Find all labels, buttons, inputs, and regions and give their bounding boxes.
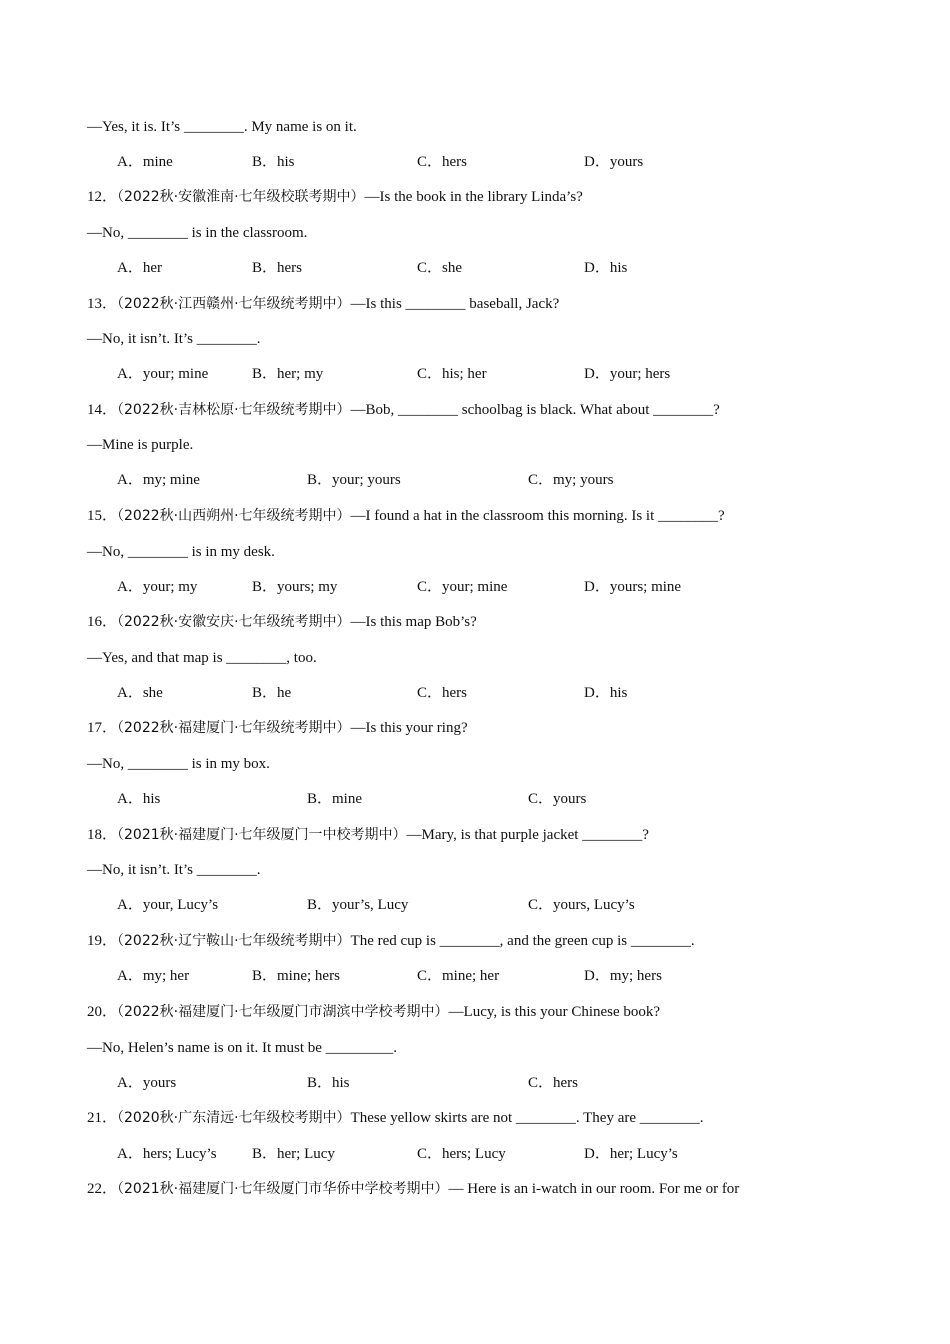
question-source: （2020秋·广东清远·七年级校考期中）: [117, 1110, 351, 1126]
question-text: — Here is an i-watch in our room. For me or for: [448, 1181, 740, 1197]
option-a: A．my; her: [117, 968, 190, 984]
question-text: These yellow skirts are not ________. They are ________.: [350, 1110, 704, 1126]
question-text: —Lucy, is this your Chinese book?: [448, 1004, 661, 1020]
option-d: D．her; Lucy’s: [584, 1146, 678, 1162]
option-c: C．yours, Lucy’s: [528, 897, 635, 913]
options-row: [117, 258, 877, 278]
question-text: —Is this map Bob’s?: [350, 614, 477, 630]
question-number: 14．: [87, 402, 118, 418]
question-stem: [87, 718, 468, 738]
question-text: —Is the book in the library Linda’s?: [364, 189, 583, 205]
option-c: C．hers: [417, 685, 467, 701]
question-source: （2021秋·福建厦门·七年级厦门市华侨中学校考期中）: [117, 1181, 449, 1197]
options-row: [117, 1073, 877, 1093]
answer-line: —No, it isn’t. It’s ________.: [87, 862, 261, 878]
option-c: C．she: [417, 260, 463, 276]
question-text: —Is this ________ baseball, Jack?: [350, 296, 560, 312]
question-number: 18．: [87, 827, 118, 843]
question-text: The red cup is ________, and the green cup is ________.: [350, 933, 695, 949]
question-stem: [87, 1108, 704, 1128]
option-d: D．my; hers: [584, 968, 662, 984]
question-number: 21．: [87, 1110, 118, 1126]
option-a: A．his: [117, 791, 161, 807]
question-stem: [87, 400, 720, 420]
options-row: [117, 966, 877, 986]
answer-line: —No, ________ is in my box.: [87, 756, 270, 772]
question-source: （2022秋·福建厦门·七年级厦门市湖滨中学校考期中）: [117, 1004, 449, 1020]
option-b: B．mine; hers: [252, 968, 340, 984]
question-text: —Bob, ________ schoolbag is black. What about ________?: [350, 402, 720, 418]
question-stem: [87, 612, 477, 632]
question-stem: [87, 1179, 739, 1199]
option-a: A．yours: [117, 1075, 177, 1091]
question-stem: [87, 506, 725, 526]
option-a: A．your; mine: [117, 366, 209, 382]
option-c: C．hers; Lucy: [417, 1146, 506, 1162]
option-b: B．his: [307, 1075, 350, 1091]
question-number: 19．: [87, 933, 118, 949]
option-c: C．hers: [528, 1075, 578, 1091]
question-text: —Mary, is that purple jacket ________?: [406, 827, 649, 843]
option-a: A．your, Lucy’s: [117, 897, 219, 913]
question-source: （2022秋·吉林松原·七年级统考期中）: [117, 402, 351, 418]
question-source: （2022秋·福建厦门·七年级统考期中）: [117, 720, 351, 736]
options-row: [117, 1144, 877, 1164]
option-c: C．his; her: [417, 366, 487, 382]
options-row: [117, 789, 877, 809]
option-a: A．her: [117, 260, 162, 276]
option-c: C．my; yours: [528, 472, 614, 488]
question-source: （2022秋·安徽淮南·七年级校联考期中）: [117, 189, 365, 205]
question-stem: [87, 294, 559, 314]
options-row: [117, 470, 877, 490]
question-number: 16．: [87, 614, 118, 630]
option-b: B．mine: [307, 791, 362, 807]
answer-line: —No, it isn’t. It’s ________.: [87, 331, 261, 347]
option-b: B．he: [252, 685, 292, 701]
option-a: A．my; mine: [117, 472, 200, 488]
question-number: 13．: [87, 296, 118, 312]
option-b: B．his: [252, 154, 295, 170]
option-d: D．his: [584, 260, 628, 276]
answer-line: —No, ________ is in the classroom.: [87, 225, 308, 241]
option-b: B．her; Lucy: [252, 1146, 335, 1162]
option-d: D．your; hers: [584, 366, 671, 382]
option-d: D．his: [584, 685, 628, 701]
option-a: A．your; my: [117, 579, 198, 595]
options-row: [117, 152, 877, 172]
question-number: 22．: [87, 1181, 118, 1197]
option-a: A．hers; Lucy’s: [117, 1146, 217, 1162]
question-number: 15．: [87, 508, 118, 524]
option-c: C．yours: [528, 791, 587, 807]
option-b: B．your’s, Lucy: [307, 897, 409, 913]
option-b: B．her; my: [252, 366, 324, 382]
question-source: （2022秋·山西朔州·七年级统考期中）: [117, 508, 351, 524]
question-number: 12．: [87, 189, 118, 205]
question-number: 20．: [87, 1004, 118, 1020]
option-a: A．mine: [117, 154, 173, 170]
option-a: A．she: [117, 685, 163, 701]
options-row: [117, 577, 877, 597]
option-c: C．mine; her: [417, 968, 500, 984]
answer-line: —No, ________ is in my desk.: [87, 544, 275, 560]
option-b: B．yours; my: [252, 579, 338, 595]
question-source: （2022秋·辽宁鞍山·七年级统考期中）: [117, 933, 351, 949]
question-stem: [87, 931, 695, 951]
question-source: （2022秋·江西赣州·七年级统考期中）: [117, 296, 351, 312]
option-b: B．hers: [252, 260, 302, 276]
options-row: [117, 683, 877, 703]
options-row: [117, 895, 877, 915]
answer-line: —Yes, it is. It’s ________. My name is on it.: [87, 119, 357, 135]
options-row: [117, 364, 877, 384]
question-stem: [87, 187, 583, 207]
option-d: D．yours: [584, 154, 644, 170]
option-c: C．hers: [417, 154, 467, 170]
question-source: （2022秋·安徽安庆·七年级统考期中）: [117, 614, 351, 630]
question-text: —I found a hat in the classroom this morning. Is it ________?: [350, 508, 725, 524]
question-text: —Is this your ring?: [350, 720, 468, 736]
question-stem: [87, 1002, 660, 1022]
answer-line: —No, Helen’s name is on it. It must be _________.: [87, 1040, 397, 1056]
option-b: B．your; yours: [307, 472, 401, 488]
question-number: 17．: [87, 720, 118, 736]
option-c: C．your; mine: [417, 579, 508, 595]
question-source: （2021秋·福建厦门·七年级厦门一中校考期中）: [117, 827, 407, 843]
option-d: D．yours; mine: [584, 579, 682, 595]
answer-line: —Mine is purple.: [87, 437, 194, 453]
answer-line: —Yes, and that map is ________, too.: [87, 650, 317, 666]
question-stem: [87, 825, 649, 845]
